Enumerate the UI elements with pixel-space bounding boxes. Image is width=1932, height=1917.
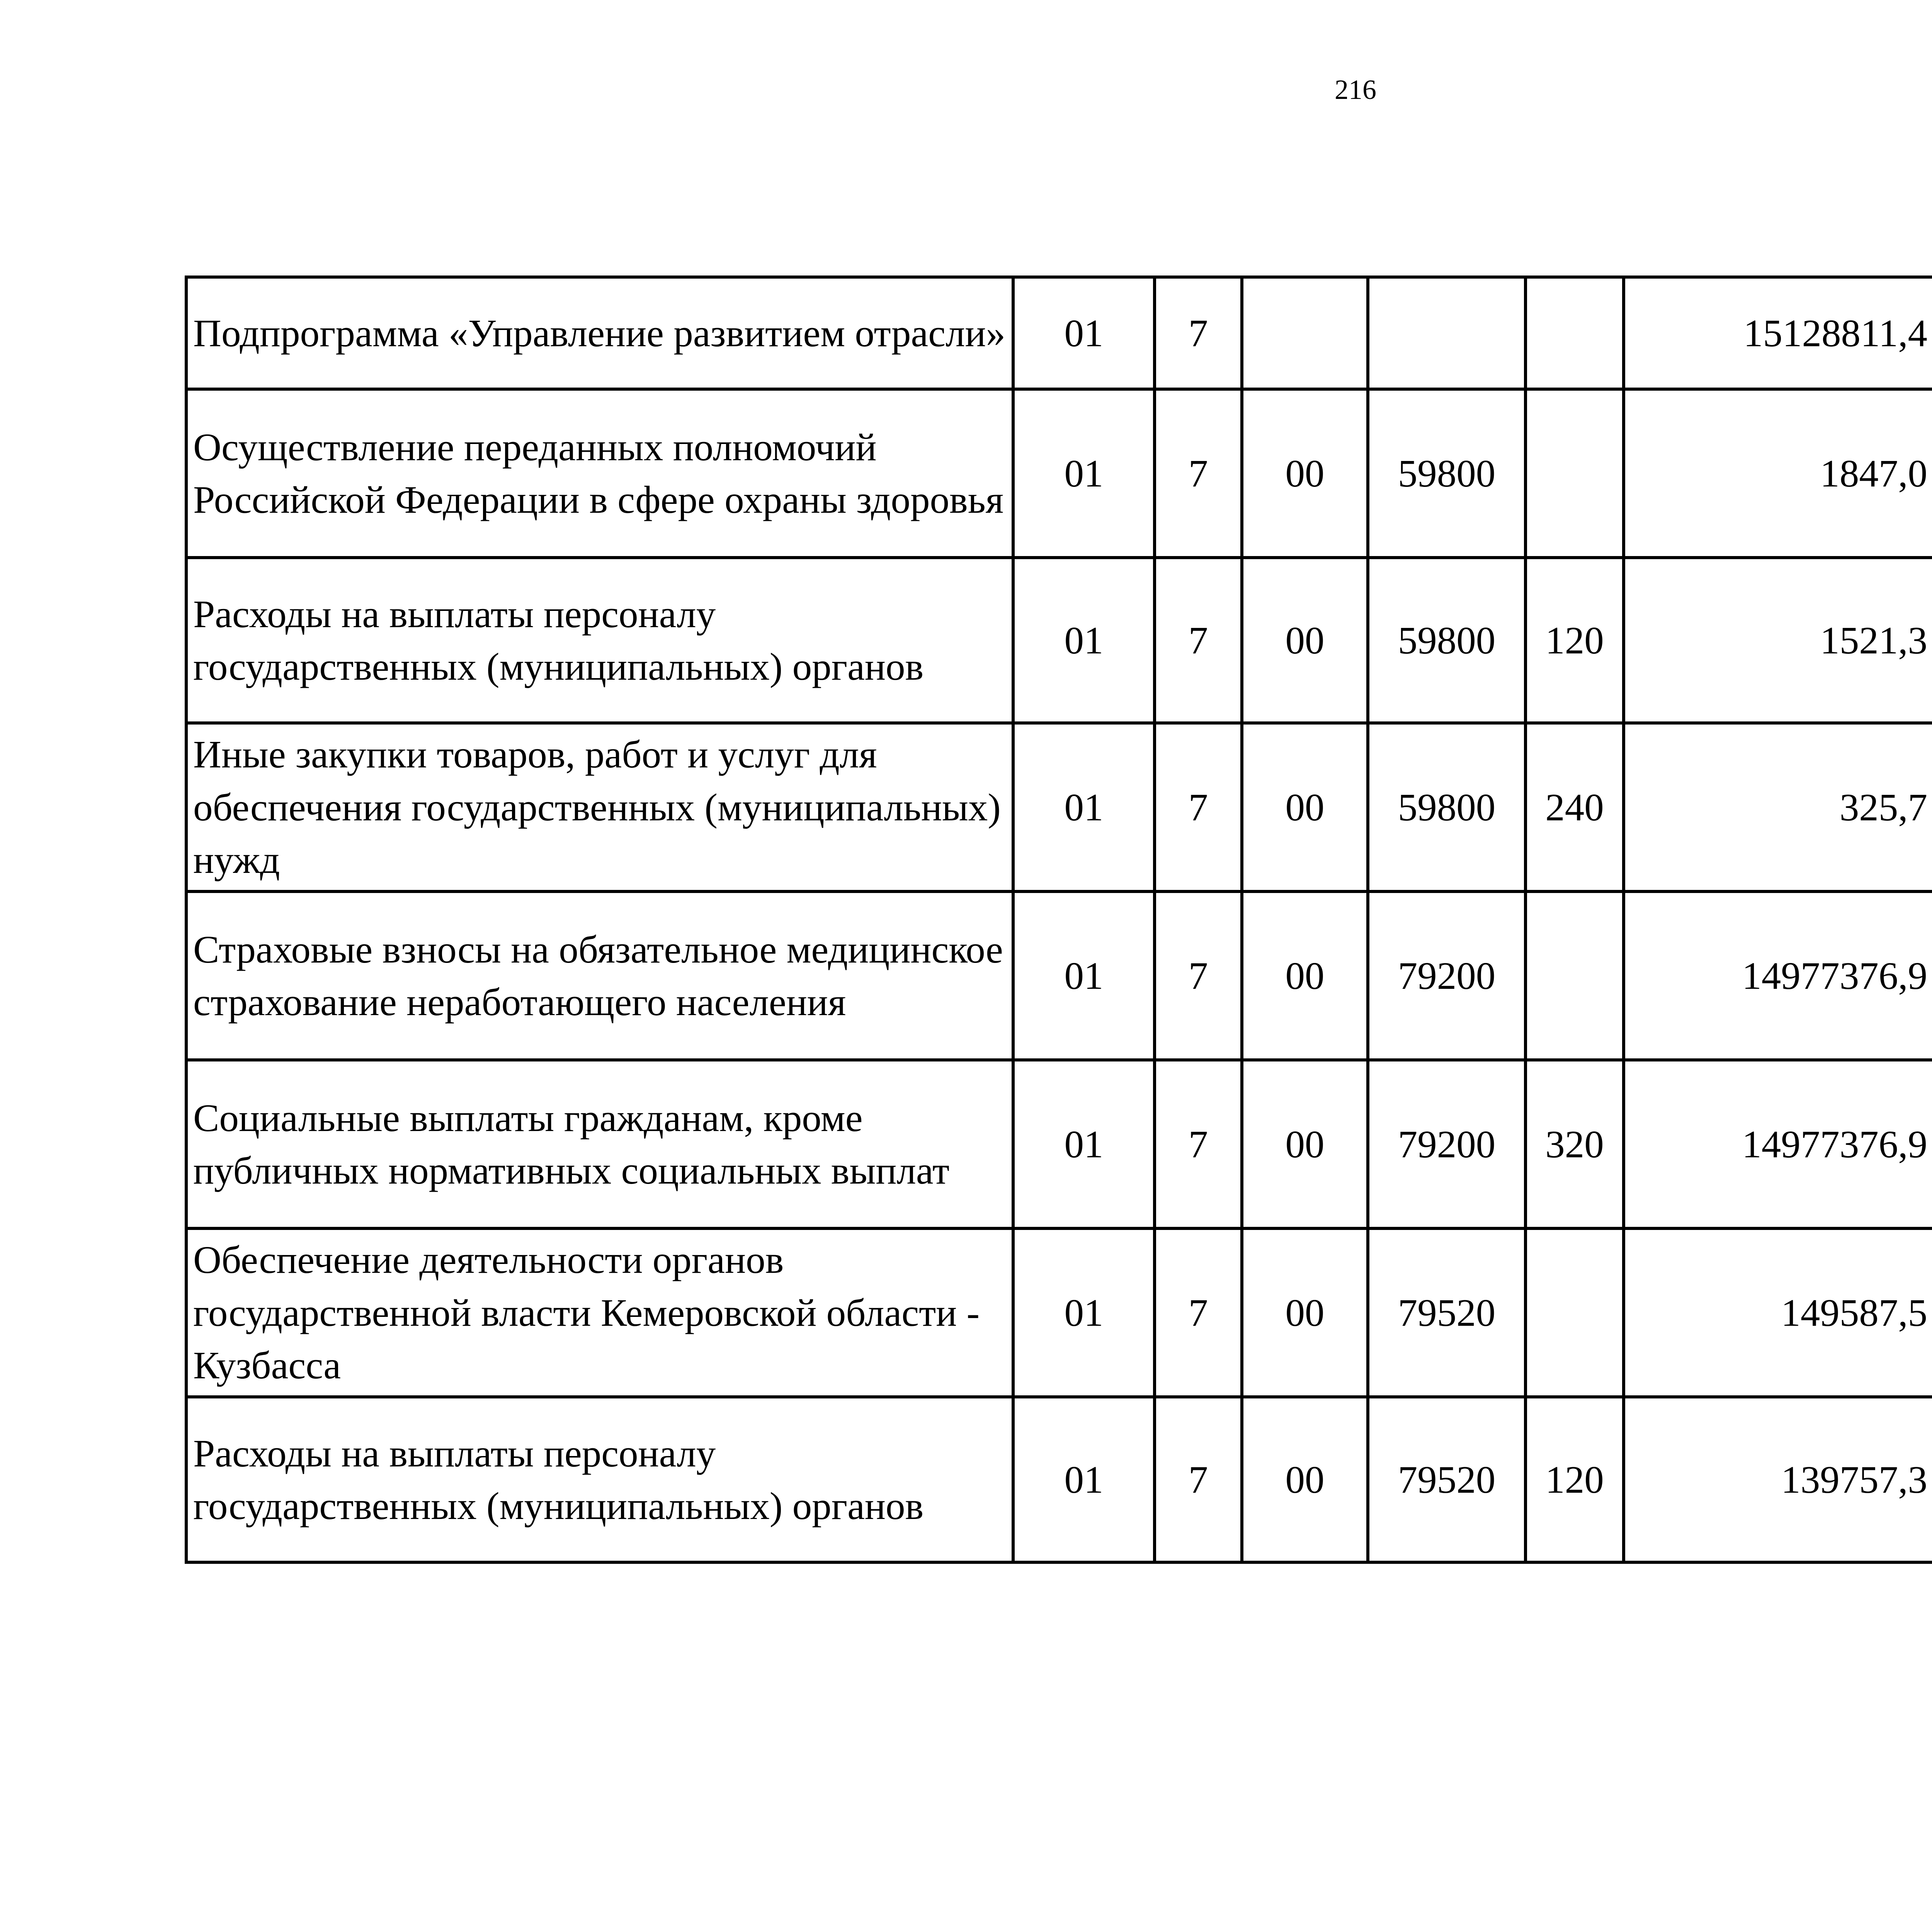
program-code: 7 bbox=[1155, 1060, 1242, 1228]
program-code: 7 bbox=[1155, 1397, 1242, 1562]
table-row bbox=[186, 1060, 1932, 1228]
section-code: 01 bbox=[1013, 389, 1155, 558]
row-name: Иные закупки товаров, работ и услуг для обеспечения государственных (муниципальных) нужд bbox=[186, 723, 1013, 891]
expense-type-code: 320 bbox=[1526, 1060, 1624, 1228]
table-row bbox=[186, 723, 1932, 891]
row-name: Страховые взносы на обязательное медицинское страхование неработающего населения bbox=[186, 891, 1013, 1060]
amount-year-1: 14977376,9 bbox=[1624, 1060, 1932, 1228]
row-name: Осуществление переданных полномочий Российской Федерации в сфере охраны здоровья bbox=[186, 389, 1013, 558]
amount-year-1: 1521,3 bbox=[1624, 558, 1932, 723]
subprogram-code: 00 bbox=[1242, 1060, 1368, 1228]
amount-year-1: 15128811,4 bbox=[1624, 277, 1932, 389]
table-row bbox=[186, 389, 1932, 558]
section-code: 01 bbox=[1013, 891, 1155, 1060]
program-code: 7 bbox=[1155, 1228, 1242, 1397]
expense-type-code bbox=[1526, 389, 1624, 558]
section-code: 01 bbox=[1013, 1397, 1155, 1562]
direction-code: 79520 bbox=[1368, 1397, 1526, 1562]
direction-code: 79520 bbox=[1368, 1228, 1526, 1397]
section-code: 01 bbox=[1013, 277, 1155, 389]
amount-year-1: 1847,0 bbox=[1624, 389, 1932, 558]
section-code: 01 bbox=[1013, 1060, 1155, 1228]
expense-type-code bbox=[1526, 277, 1624, 389]
program-code: 7 bbox=[1155, 389, 1242, 558]
subprogram-code: 00 bbox=[1242, 1228, 1368, 1397]
expense-type-code: 120 bbox=[1526, 558, 1624, 723]
row-name: Расходы на выплаты персоналу государственных (муниципальных) органов bbox=[186, 1397, 1013, 1562]
direction-code: 79200 bbox=[1368, 891, 1526, 1060]
program-code: 7 bbox=[1155, 891, 1242, 1060]
amount-year-1: 325,7 bbox=[1624, 723, 1932, 891]
amount-year-1: 149587,5 bbox=[1624, 1228, 1932, 1397]
row-name: Расходы на выплаты персоналу государственных (муниципальных) органов bbox=[186, 558, 1013, 723]
section-code: 01 bbox=[1013, 558, 1155, 723]
amount-year-1: 139757,3 bbox=[1624, 1397, 1932, 1562]
subprogram-code: 00 bbox=[1242, 389, 1368, 558]
direction-code bbox=[1368, 277, 1526, 389]
table-row bbox=[186, 277, 1932, 389]
expense-type-code bbox=[1526, 891, 1624, 1060]
program-code: 7 bbox=[1155, 558, 1242, 723]
expense-type-code: 120 bbox=[1526, 1397, 1624, 1562]
subprogram-code: 00 bbox=[1242, 723, 1368, 891]
section-code: 01 bbox=[1013, 1228, 1155, 1397]
program-code: 7 bbox=[1155, 723, 1242, 891]
row-name: Социальные выплаты гражданам, кроме публичных нормативных социальных выплат bbox=[186, 1060, 1013, 1228]
row-name: Подпрограмма «Управление развитием отрасли» bbox=[186, 277, 1013, 389]
expense-type-code bbox=[1526, 1228, 1624, 1397]
subprogram-code: 00 bbox=[1242, 558, 1368, 723]
amount-year-1: 14977376,9 bbox=[1624, 891, 1932, 1060]
direction-code: 59800 bbox=[1368, 558, 1526, 723]
section-code: 01 bbox=[1013, 723, 1155, 891]
subprogram-code: 00 bbox=[1242, 1397, 1368, 1562]
direction-code: 59800 bbox=[1368, 389, 1526, 558]
table-row bbox=[186, 1397, 1932, 1562]
subprogram-code: 00 bbox=[1242, 891, 1368, 1060]
direction-code: 79200 bbox=[1368, 1060, 1526, 1228]
table-row bbox=[186, 1228, 1932, 1397]
row-name: Обеспечение деятельности органов государственной власти Кемеровской области - Кузбасса bbox=[186, 1228, 1013, 1397]
page-number: 216 bbox=[1335, 74, 1376, 105]
table-row bbox=[186, 891, 1932, 1060]
program-code: 7 bbox=[1155, 277, 1242, 389]
budget-table bbox=[185, 276, 1932, 1564]
subprogram-code bbox=[1242, 277, 1368, 389]
direction-code: 59800 bbox=[1368, 723, 1526, 891]
table-row bbox=[186, 558, 1932, 723]
expense-type-code: 240 bbox=[1526, 723, 1624, 891]
